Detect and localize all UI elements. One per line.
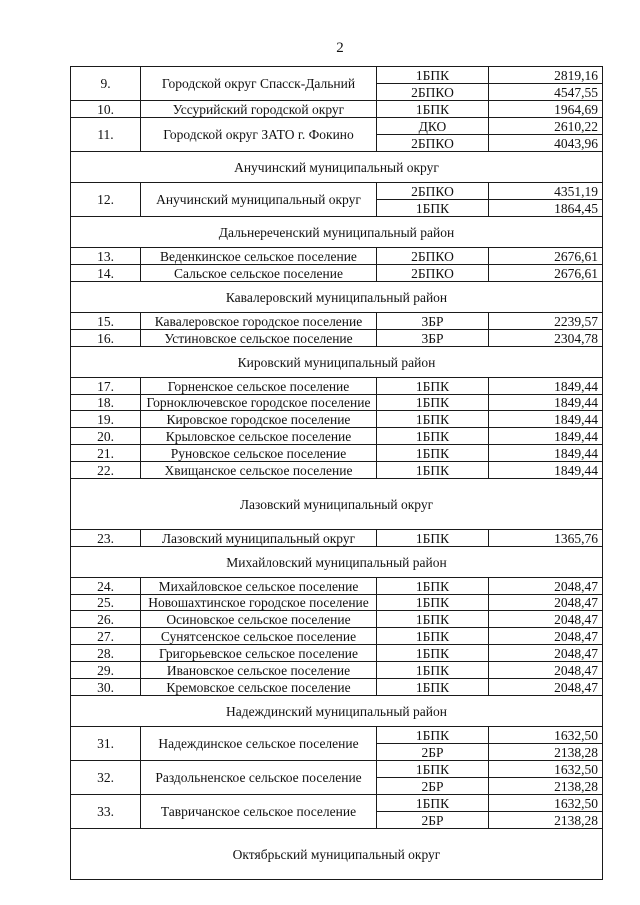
tariff-value: 1365,76 xyxy=(489,530,603,547)
tariff-code: 2БПКО xyxy=(377,265,489,282)
row-number: 16. xyxy=(71,330,141,347)
row-number: 18. xyxy=(71,395,141,411)
tariff-code: 1БПК xyxy=(377,578,489,595)
page-number: 2 xyxy=(336,40,344,56)
row-number: 26. xyxy=(71,611,141,628)
section-header-row xyxy=(71,217,603,248)
row-number: 31. xyxy=(71,727,141,761)
row-number: 10. xyxy=(71,101,141,118)
municipality-name: Кавалеровское городское поселение xyxy=(141,313,377,330)
table-row xyxy=(71,578,603,595)
table-row xyxy=(71,628,603,645)
tariff-code: 3БР xyxy=(377,313,489,330)
tariff-code: 1БПК xyxy=(377,395,489,411)
section-title: Октябрьский муниципальный округ xyxy=(71,829,603,880)
tariff-code: 1БПК xyxy=(377,530,489,547)
section-title: Анучинский муниципальный округ xyxy=(71,152,603,183)
tariff-code: 2БПКО xyxy=(377,135,489,152)
section-title: Кировский муниципальный район xyxy=(71,347,603,378)
tariff-code: 1БПК xyxy=(377,462,489,479)
section-header-row xyxy=(71,282,603,313)
tariff-code: 1БПК xyxy=(377,428,489,445)
tariff-value: 2138,28 xyxy=(489,778,603,795)
table-row xyxy=(71,611,603,628)
tariff-value: 1849,44 xyxy=(489,445,603,462)
table-row xyxy=(71,795,603,812)
table-row xyxy=(71,265,603,282)
row-number: 24. xyxy=(71,578,141,595)
table-row xyxy=(71,101,603,118)
municipality-name: Раздольненское сельское поселение xyxy=(141,761,377,795)
municipality-name: Горноключевское городское поселение xyxy=(141,395,377,411)
tariff-code: 1БПК xyxy=(377,628,489,645)
tariff-code: 2БПКО xyxy=(377,183,489,200)
row-number: 13. xyxy=(71,248,141,265)
tariff-value: 1864,45 xyxy=(489,200,603,217)
municipality-name: Веденкинское сельское поселение xyxy=(141,248,377,265)
table-row xyxy=(71,183,603,200)
tariff-value: 4043,96 xyxy=(489,135,603,152)
municipality-name: Устиновское сельское поселение xyxy=(141,330,377,347)
table-row xyxy=(71,67,603,84)
municipality-name: Руновское сельское поселение xyxy=(141,445,377,462)
tariff-code: 1БПК xyxy=(377,101,489,118)
tariff-value: 4547,55 xyxy=(489,84,603,101)
table-row xyxy=(71,428,603,445)
tariff-code: 1БПК xyxy=(377,761,489,778)
row-number: 19. xyxy=(71,411,141,428)
tariff-code: 2БР xyxy=(377,778,489,795)
tariff-code: 2БР xyxy=(377,744,489,761)
tariff-code: 2БПКО xyxy=(377,248,489,265)
row-number: 30. xyxy=(71,679,141,696)
tariff-value: 1849,44 xyxy=(489,378,603,395)
tariff-value: 2048,47 xyxy=(489,628,603,645)
tariff-value: 2610,22 xyxy=(489,118,603,135)
table-row xyxy=(71,378,603,395)
municipality-name: Городской округ Спасск-Дальний xyxy=(141,67,377,101)
section-title: Кавалеровский муниципальный район xyxy=(71,282,603,313)
table-row xyxy=(71,761,603,778)
row-number: 9. xyxy=(71,67,141,101)
tariff-value: 4351,19 xyxy=(489,183,603,200)
section-header-row xyxy=(71,479,603,530)
tariff-code: 1БПК xyxy=(377,611,489,628)
section-title: Дальнереченский муниципальный район xyxy=(71,217,603,248)
tariff-code: 1БПК xyxy=(377,200,489,217)
table-row xyxy=(71,645,603,662)
table-row xyxy=(71,118,603,135)
municipality-name: Михайловское сельское поселение xyxy=(141,578,377,595)
tariff-value: 2676,61 xyxy=(489,248,603,265)
municipality-name: Сальское сельское поселение xyxy=(141,265,377,282)
tariff-code: 1БПК xyxy=(377,679,489,696)
table-row xyxy=(71,313,603,330)
row-number: 33. xyxy=(71,795,141,829)
row-number: 28. xyxy=(71,645,141,662)
table-row xyxy=(71,395,603,411)
section-header-row xyxy=(71,696,603,727)
table-row xyxy=(71,595,603,611)
tariff-value: 1849,44 xyxy=(489,428,603,445)
row-number: 11. xyxy=(71,118,141,152)
tariff-code: 1БПК xyxy=(377,595,489,611)
tariff-value: 2138,28 xyxy=(489,744,603,761)
municipality-name: Городской округ ЗАТО г. Фокино xyxy=(141,118,377,152)
tariff-value: 1849,44 xyxy=(489,411,603,428)
municipality-name: Сунятсенское сельское поселение xyxy=(141,628,377,645)
tariff-code: 1БПК xyxy=(377,378,489,395)
row-number: 25. xyxy=(71,595,141,611)
row-number: 29. xyxy=(71,662,141,679)
tariff-code: 1БПК xyxy=(377,727,489,744)
tariff-value: 1849,44 xyxy=(489,395,603,411)
tariff-value: 2048,47 xyxy=(489,578,603,595)
section-header-row xyxy=(71,347,603,378)
municipality-name: Осиновское сельское поселение xyxy=(141,611,377,628)
row-number: 12. xyxy=(71,183,141,217)
tariff-value: 2138,28 xyxy=(489,812,603,829)
municipality-name: Хвищанское сельское поселение xyxy=(141,462,377,479)
tariff-value: 1849,44 xyxy=(489,462,603,479)
tariff-value: 1632,50 xyxy=(489,727,603,744)
tariff-code: 1БПК xyxy=(377,445,489,462)
municipality-name: Уссурийский городской округ xyxy=(141,101,377,118)
table-row xyxy=(71,248,603,265)
tariff-value: 2304,78 xyxy=(489,330,603,347)
section-title: Михайловский муниципальный район xyxy=(71,547,603,578)
row-number: 32. xyxy=(71,761,141,795)
municipality-name: Анучинский муниципальный округ xyxy=(141,183,377,217)
municipality-name: Горненское сельское поселение xyxy=(141,378,377,395)
tariff-table xyxy=(70,66,603,880)
tariff-value: 2048,47 xyxy=(489,662,603,679)
tariff-value: 2819,16 xyxy=(489,67,603,84)
table-row xyxy=(71,411,603,428)
tariff-value: 2048,47 xyxy=(489,679,603,696)
section-title: Надеждинский муниципальный район xyxy=(71,696,603,727)
table-row xyxy=(71,662,603,679)
section-title: Лазовский муниципальный округ xyxy=(71,479,603,530)
tariff-value: 2048,47 xyxy=(489,611,603,628)
tariff-value: 1632,50 xyxy=(489,795,603,812)
tariff-code: 2БПКО xyxy=(377,84,489,101)
table-row xyxy=(71,330,603,347)
tariff-value: 1632,50 xyxy=(489,761,603,778)
row-number: 20. xyxy=(71,428,141,445)
municipality-name: Новошахтинское городское поселение xyxy=(141,595,377,611)
municipality-name: Ивановское сельское поселение xyxy=(141,662,377,679)
row-number: 17. xyxy=(71,378,141,395)
table-row xyxy=(71,462,603,479)
row-number: 23. xyxy=(71,530,141,547)
section-header-row xyxy=(71,829,603,880)
row-number: 22. xyxy=(71,462,141,479)
section-header-row xyxy=(71,547,603,578)
tariff-code: 1БПК xyxy=(377,795,489,812)
row-number: 21. xyxy=(71,445,141,462)
tariff-value: 2048,47 xyxy=(489,645,603,662)
tariff-code: ДКО xyxy=(377,118,489,135)
row-number: 14. xyxy=(71,265,141,282)
tariff-code: 1БПК xyxy=(377,411,489,428)
tariff-value: 1964,69 xyxy=(489,101,603,118)
table-row xyxy=(71,727,603,744)
section-header-row xyxy=(71,152,603,183)
municipality-name: Кировское городское поселение xyxy=(141,411,377,428)
tariff-value: 2676,61 xyxy=(489,265,603,282)
tariff-code: 3БР xyxy=(377,330,489,347)
municipality-name: Лазовский муниципальный округ xyxy=(141,530,377,547)
municipality-name: Надеждинское сельское поселение xyxy=(141,727,377,761)
municipality-name: Григорьевское сельское поселение xyxy=(141,645,377,662)
table-row xyxy=(71,679,603,696)
tariff-value: 2048,47 xyxy=(489,595,603,611)
table-row xyxy=(71,445,603,462)
tariff-value: 2239,57 xyxy=(489,313,603,330)
municipality-name: Тавричанское сельское поселение xyxy=(141,795,377,829)
tariff-code: 2БР xyxy=(377,812,489,829)
municipality-name: Кремовское сельское поселение xyxy=(141,679,377,696)
tariff-code: 1БПК xyxy=(377,662,489,679)
row-number: 15. xyxy=(71,313,141,330)
row-number: 27. xyxy=(71,628,141,645)
table-row xyxy=(71,530,603,547)
municipality-name: Крыловское сельское поселение xyxy=(141,428,377,445)
tariff-code: 1БПК xyxy=(377,67,489,84)
tariff-code: 1БПК xyxy=(377,645,489,662)
